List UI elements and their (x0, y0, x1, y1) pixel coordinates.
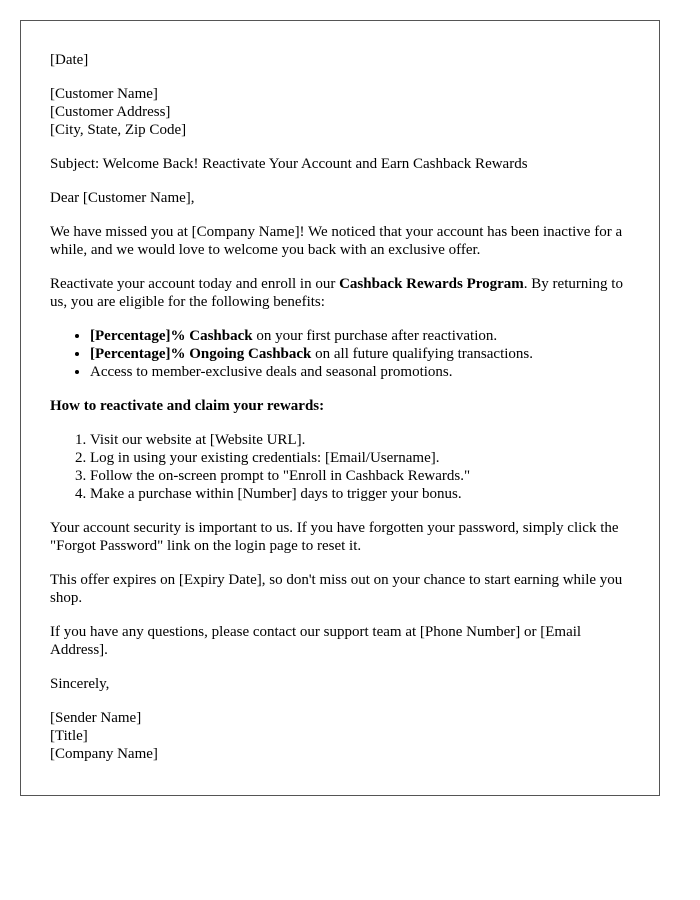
benefit-text: on your first purchase after reactivation. (252, 328, 498, 344)
benefit-highlight: [Percentage]% Cashback (90, 328, 253, 344)
how-to-heading: How to reactivate and claim your rewards: (50, 398, 325, 414)
contact-paragraph: If you have any questions, please contact our support team at [Phone Number] or [Email Address]. (50, 624, 582, 658)
sender-name: [Sender Name] (50, 710, 142, 726)
letter-page (20, 20, 660, 796)
program-text-before: Reactivate your account today and enroll in our (50, 276, 340, 292)
letter-salutation: Dear [Customer Name], (50, 190, 195, 206)
expiry-paragraph: This offer expires on [Expiry Date], so don't miss out on your chance to start earning while you shop. (50, 572, 623, 606)
recipient-name: [Customer Name] (50, 86, 158, 102)
program-text-after: . By returning to us, you are eligible for the following benefits: (50, 276, 623, 310)
program-name: Cashback Rewards Program (339, 276, 524, 292)
steps-list (50, 431, 630, 503)
benefit-highlight: [Percentage]% Ongoing Cashback (90, 346, 312, 362)
step-item: 4. Make a purchase within [Number] days to trigger your bonus. (90, 485, 630, 503)
letter-date: [Date] (50, 52, 89, 68)
sender-company: [Company Name] (50, 746, 158, 762)
benefit-item (90, 327, 630, 345)
recipient-block (50, 85, 630, 139)
letter-subject: Subject: Welcome Back! Reactivate Your Account and Earn Cashback Rewards (50, 156, 528, 172)
step-item: 2. Log in using your existing credentials: [Email/Username]. (90, 449, 630, 467)
sender-block (50, 709, 630, 763)
sender-title: [Title] (50, 728, 88, 744)
benefits-list (50, 327, 630, 381)
benefit-item (90, 363, 630, 381)
recipient-city-state-zip: [City, State, Zip Code] (50, 122, 187, 138)
security-paragraph: Your account security is important to us. If you have forgotten your password, simply click the "Forgot Password" link on the login page to reset it. (50, 520, 619, 554)
letter-closing: Sincerely, (50, 676, 110, 692)
program-paragraph (50, 275, 630, 311)
intro-paragraph: We have missed you at [Company Name]! We noticed that your account has been inactive for a while, and we would love to welcome you back with an exclusive offer. (50, 224, 623, 258)
step-item: 3. Follow the on-screen prompt to "Enroll in Cashback Rewards." (90, 467, 630, 485)
step-item: 1. Visit our website at [Website URL]. (90, 431, 630, 449)
benefit-text: Access to member-exclusive deals and seasonal promotions. (90, 364, 453, 380)
benefit-text: on all future qualifying transactions. (311, 346, 533, 362)
recipient-address: [Customer Address] (50, 104, 171, 120)
benefit-item (90, 345, 630, 363)
